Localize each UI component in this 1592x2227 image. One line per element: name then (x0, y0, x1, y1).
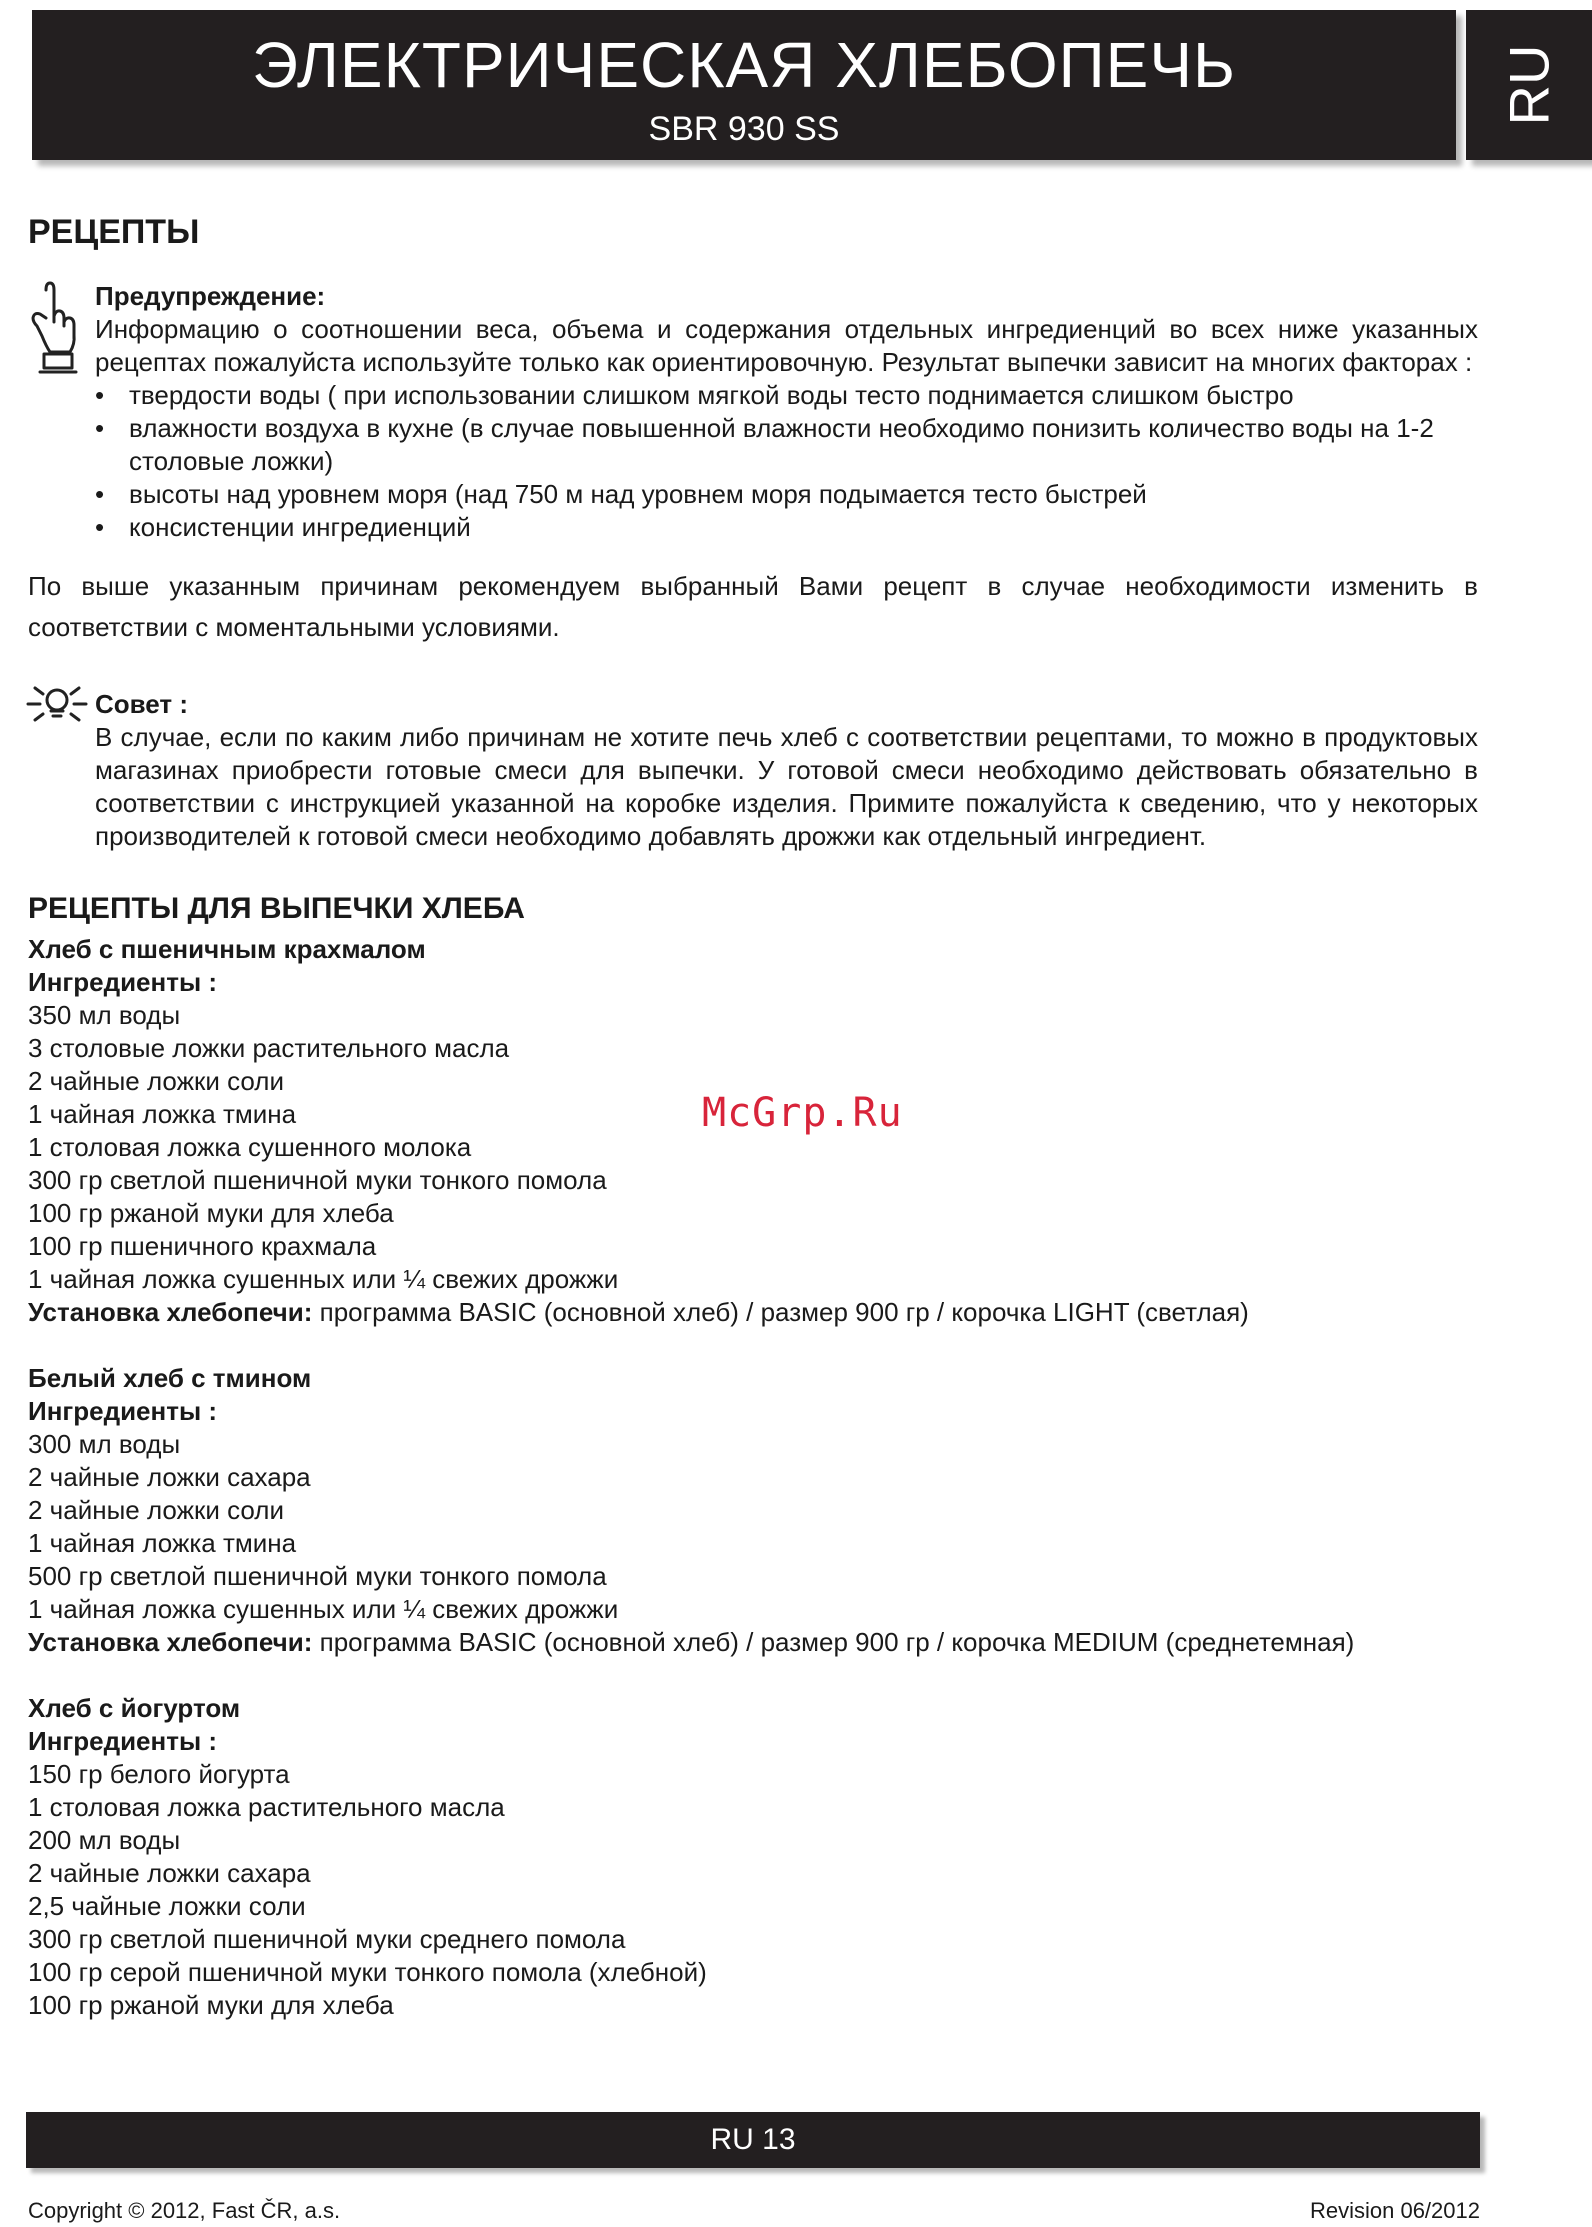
recipe-title: Хлеб с йогуртом (28, 1693, 241, 1723)
ingredients-heading: Ингредиенты : (28, 1726, 218, 1756)
settings-value: программа BASIC (основной хлеб) / размер 900 гр / корочка MEDIUM (среднетемная) (312, 1627, 1355, 1657)
settings-label: Установка хлебопечи: (28, 1297, 313, 1327)
list-item: 300 гр светлой пшеничной муки среднего помола (28, 1924, 626, 1954)
list-item: 300 гр светлой пшеничной муки тонкого помола (28, 1165, 607, 1195)
warning-factors-list (95, 379, 1478, 544)
list-item: 2 чайные ложки сахара (28, 1858, 311, 1888)
pointing-hand-icon (28, 280, 80, 382)
recipe-white-caraway (28, 1362, 1478, 1659)
list-item: 100 гр серой пшеничной муки тонкого помола (хлебной) (28, 1957, 707, 1987)
tip-title: Совет : (95, 689, 189, 719)
list-item: 100 гр пшеничного крахмала (28, 1231, 377, 1261)
language-tab (1466, 10, 1592, 160)
settings-value: программа BASIC (основной хлеб) / размер 900 гр / корочка LIGHT (светлая) (312, 1297, 1249, 1327)
list-item: • твердости воды ( при использовании слишком мягкой воды тесто поднимается слишком быстро (95, 379, 1478, 412)
ingredients-heading: Ингредиенты : (28, 1396, 218, 1426)
copyright-text: Copyright © 2012, Fast ČR, a.s. (28, 2198, 341, 2223)
tip-text: В случае, если по каким либо причинам не хотите печь хлеб с соответствии рецептами, то можно в продуктовых магазинах приобрести готовые смеси для выпечки. У готовой смеси необходимо действовать обязательно в соответствии с инструкцией указанной на коробке изделия. Примите пожалуйста к сведению, что у некоторых производителей к готовой смеси необходимо добавлять дрожжи как отдельный ингредиент. (95, 722, 1478, 851)
recipe-title: Хлеб с пшеничным крахмалом (28, 934, 426, 964)
bread-maker-settings (28, 1626, 1478, 1659)
list-item: 100 гр ржаной муки для хлеба (28, 1198, 394, 1228)
list-item: • консистенции ингредиенций (95, 511, 1478, 544)
list-item: 1 чайная ложка сушенных или ¼ свежих дрожжи (28, 1264, 619, 1294)
warning-block (28, 280, 1478, 544)
section-heading-recipes: РЕЦЕПТЫ (28, 213, 200, 251)
document-title: ЭЛЕКТРИЧЕСКАЯ ХЛЕБОПЕЧЬ (252, 29, 1236, 101)
lightbulb-icon (26, 684, 88, 726)
list-item: 200 мл воды (28, 1825, 181, 1855)
list-item: 2 чайные ложки соли (28, 1495, 284, 1525)
watermark-link[interactable]: McGrp.Ru (702, 1090, 903, 1136)
list-item: 1 столовая ложка растительного масла (28, 1792, 505, 1822)
warning-title: Предупреждение: (95, 281, 326, 311)
language-tab-label: RU (1497, 44, 1561, 126)
list-item: 1 чайная ложка сушенных или ¼ свежих дрожжи (28, 1594, 619, 1624)
adjustment-paragraph: По выше указанным причинам рекомендуем выбранный Вами рецепт в случае необходимости изменить в соответствии с моментальными условиями. (28, 571, 1478, 642)
ingredients-heading: Ингредиенты : (28, 967, 218, 997)
list-item: 300 мл воды (28, 1429, 181, 1459)
warning-text: Информацию о соотношении веса, объема и содержания отдельных ингредиенций во всех ниже указанных рецептах пожалуйста используйте только как ориентировочную. Результат выпечки зависит на многих факторах : (95, 314, 1478, 377)
bread-maker-settings (28, 1296, 1478, 1329)
settings-label: Установка хлебопечи: (28, 1627, 313, 1657)
list-item: 350 мл воды (28, 1000, 181, 1030)
list-item: 1 чайная ложка тмина (28, 1528, 297, 1558)
list-item: 1 столовая ложка сушенного молока (28, 1132, 472, 1162)
list-item: 3 столовые ложки растительного масла (28, 1033, 510, 1063)
section-heading-bread-recipes: РЕЦЕПТЫ ДЛЯ ВЫПЕЧКИ ХЛЕБА (28, 892, 525, 925)
tip-block (28, 688, 1478, 853)
list-item: • влажности воздуха в кухне (в случае повышенной влажности необходимо понизить количество воды на 1-2 столовые ложки) (95, 412, 1478, 478)
model-number: SBR 930 SS (648, 110, 840, 148)
footer-bar (26, 2112, 1480, 2168)
recipe-yogurt (28, 1692, 1478, 2022)
list-item: 2 чайные ложки сахара (28, 1462, 311, 1492)
list-item: 1 чайная ложка тмина (28, 1099, 297, 1129)
recipe-title: Белый хлеб с тмином (28, 1363, 312, 1393)
list-item: • высоты над уровнем моря (над 750 м над уровнем моря подымается тесто быстрей (95, 478, 1478, 511)
list-item: 500 гр светлой пшеничной муки тонкого помола (28, 1561, 607, 1591)
list-item: 2 чайные ложки соли (28, 1066, 284, 1096)
page-number: RU 13 (710, 2123, 796, 2156)
revision-text: Revision 06/2012 (1309, 2198, 1480, 2223)
list-item: 150 гр белого йогурта (28, 1759, 290, 1789)
header-bar (32, 10, 1456, 160)
list-item: 100 гр ржаной муки для хлеба (28, 1990, 394, 2020)
list-item: 2,5 чайные ложки соли (28, 1891, 306, 1921)
